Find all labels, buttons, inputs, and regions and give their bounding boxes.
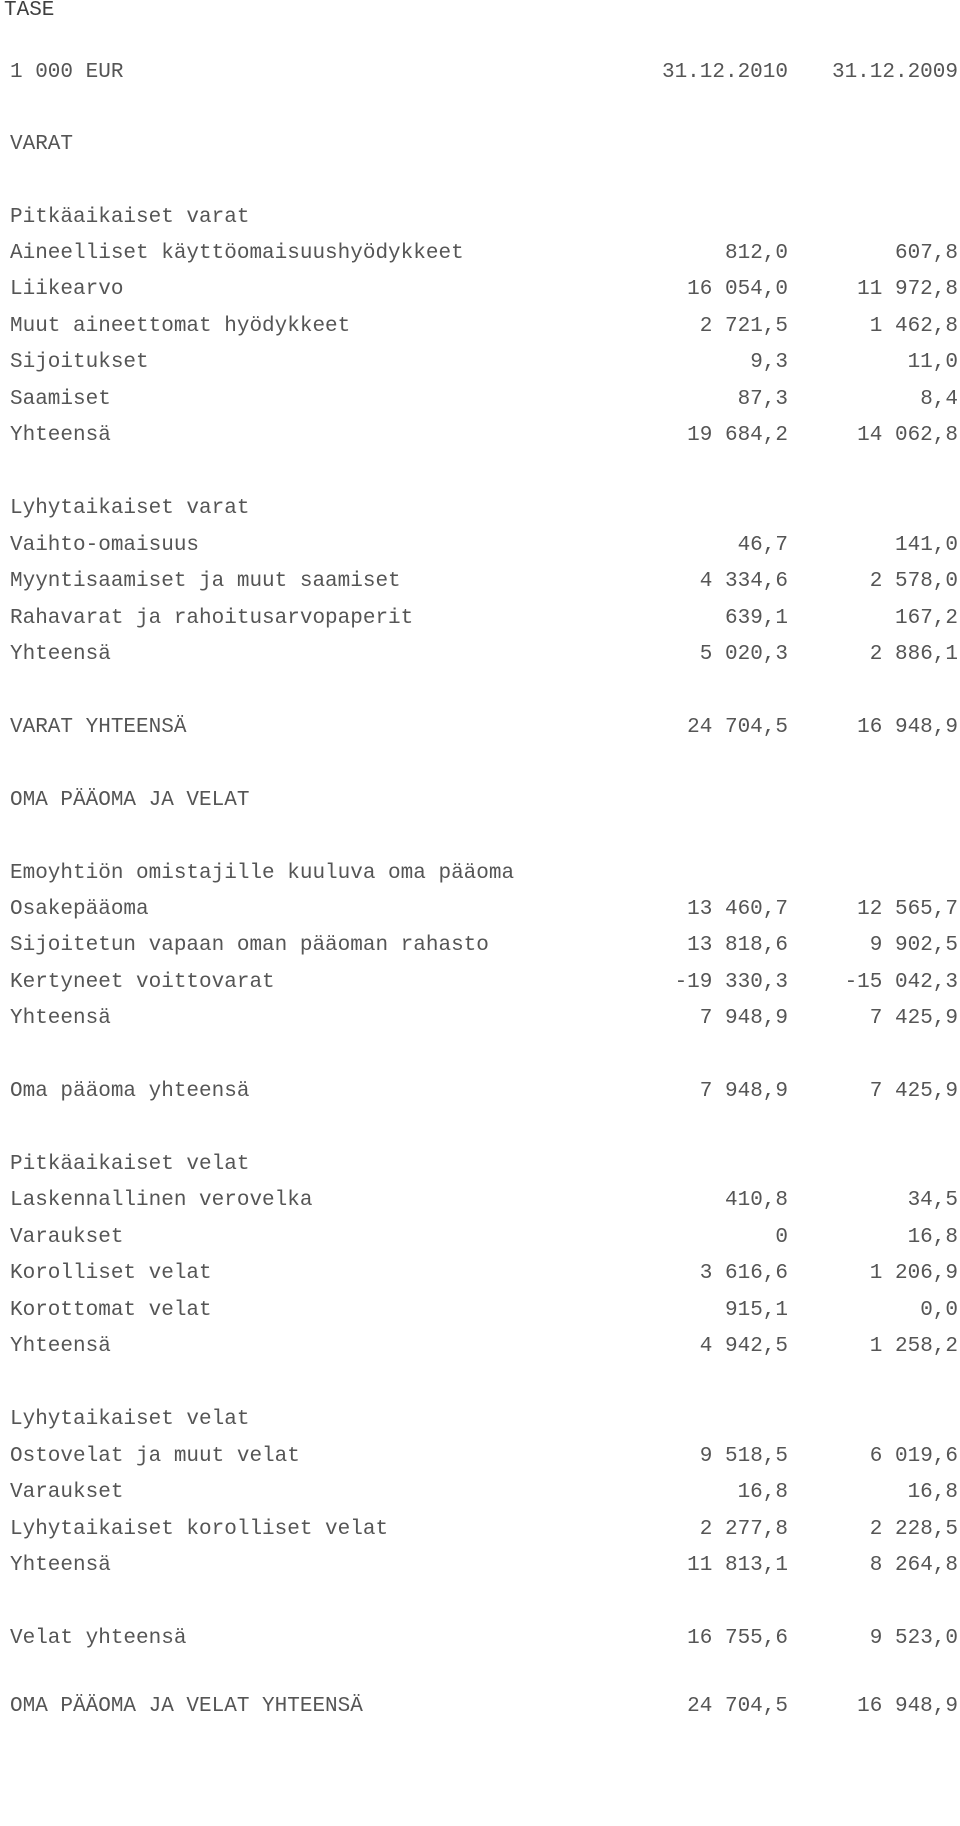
value-2009: -15 042,3 <box>844 971 958 994</box>
row-label: Yhteensä <box>10 1007 111 1030</box>
table-row <box>10 1221 958 1255</box>
value-2010: 24 704,5 <box>687 1695 788 1718</box>
row-label: Yhteensä <box>10 1335 111 1358</box>
row-label: Oma pääoma yhteensä <box>10 1080 250 1103</box>
value-2009: 6 019,6 <box>869 1445 958 1468</box>
value-2010: 4 942,5 <box>699 1335 788 1358</box>
row-label: Velat yhteensä <box>10 1627 187 1650</box>
value-2009: 0,0 <box>920 1299 958 1322</box>
row-label: Yhteensä <box>10 643 111 666</box>
unit-label: 1 000 EUR <box>10 61 124 84</box>
table-row <box>10 273 958 307</box>
table-row <box>10 310 958 344</box>
table-row <box>10 565 958 599</box>
column-header-2010: 31.12.2010 <box>661 61 788 84</box>
value-2010: 24 704,5 <box>687 716 788 739</box>
value-2010: 0 <box>775 1226 788 1249</box>
document-title: TASE <box>4 0 55 22</box>
table-row <box>10 383 958 417</box>
value-2009: 9 902,5 <box>869 934 958 957</box>
value-2010: 16,8 <box>737 1481 788 1504</box>
table-row <box>10 602 958 636</box>
value-2010: 7 948,9 <box>699 1007 788 1030</box>
subsection-heading-label: Lyhytaikaiset varat <box>10 497 250 520</box>
table-row <box>10 1184 958 1218</box>
row-label: Sijoitukset <box>10 351 149 374</box>
value-2010: 5 020,3 <box>699 643 788 666</box>
row-label: Muut aineettomat hyödykkeet <box>10 315 351 338</box>
row-label: Korottomat velat <box>10 1299 212 1322</box>
value-2010: 46,7 <box>737 534 788 557</box>
value-2010: 639,1 <box>724 607 788 630</box>
row-label: Vaihto-omaisuus <box>10 534 200 557</box>
table-row <box>10 929 958 963</box>
value-2009: 2 578,0 <box>869 570 958 593</box>
subsection-heading-label: Lyhytaikaiset velat <box>10 1408 250 1431</box>
row-label: Sijoitetun vapaan oman pääoman rahasto <box>10 934 489 957</box>
table-row <box>10 1476 958 1510</box>
value-2010: 13 460,7 <box>687 898 788 921</box>
value-2010: 2 277,8 <box>699 1518 788 1541</box>
value-2009: 11,0 <box>907 351 958 374</box>
value-2010: 9,3 <box>750 351 788 374</box>
value-2009: 1 462,8 <box>869 315 958 338</box>
table-row <box>10 1513 958 1547</box>
value-2009: 1 206,9 <box>869 1262 958 1285</box>
row-label: Varaukset <box>10 1481 124 1504</box>
value-2010: 13 818,6 <box>687 934 788 957</box>
row-label: Korolliset velat <box>10 1262 212 1285</box>
value-2010: 410,8 <box>724 1189 788 1212</box>
subsection-heading-non-current-assets <box>10 201 958 235</box>
row-label: Ostovelat ja muut velat <box>10 1445 300 1468</box>
total-row-liabilities <box>10 1622 958 1656</box>
value-2009: 167,2 <box>894 607 958 630</box>
value-2009: 2 228,5 <box>869 1518 958 1541</box>
value-2010: 9 518,5 <box>699 1445 788 1468</box>
row-label: VARAT YHTEENSÄ <box>10 716 187 739</box>
value-2010: 19 684,2 <box>687 424 788 447</box>
column-header-2009: 31.12.2009 <box>831 61 958 84</box>
value-2010: 87,3 <box>737 388 788 411</box>
value-2009: 16,8 <box>907 1226 958 1249</box>
value-2010: 7 948,9 <box>699 1080 788 1103</box>
row-label: Lyhytaikaiset korolliset velat <box>10 1518 389 1541</box>
row-label: Laskennallinen verovelka <box>10 1189 313 1212</box>
value-2009: 34,5 <box>907 1189 958 1212</box>
table-row <box>10 1257 958 1291</box>
column-header-row <box>10 56 958 90</box>
subsection-heading-current-assets <box>10 492 958 526</box>
subtotal-row <box>10 1549 958 1583</box>
subsection-heading-label: Emoyhtiön omistajille kuuluva oma pääoma <box>10 862 515 885</box>
value-2009: 1 258,2 <box>869 1335 958 1358</box>
value-2009: 11 972,8 <box>857 278 958 301</box>
row-label: Osakepääoma <box>10 898 149 921</box>
value-2009: 607,8 <box>894 242 958 265</box>
row-label: Varaukset <box>10 1226 124 1249</box>
table-row <box>10 966 958 1000</box>
subsection-heading-label: Pitkäaikaiset velat <box>10 1153 250 1176</box>
table-row <box>10 893 958 927</box>
value-2009: 12 565,7 <box>857 898 958 921</box>
subtotal-row <box>10 638 958 672</box>
row-label: Myyntisaamiset ja muut saamiset <box>10 570 401 593</box>
subsection-heading-equity <box>10 857 958 891</box>
subsection-heading-non-current-liabilities <box>10 1148 958 1182</box>
value-2009: 14 062,8 <box>857 424 958 447</box>
value-2010: 915,1 <box>724 1299 788 1322</box>
row-label: OMA PÄÄOMA JA VELAT YHTEENSÄ <box>10 1695 363 1718</box>
value-2009: 7 425,9 <box>869 1080 958 1103</box>
table-row <box>10 1440 958 1474</box>
value-2010: 11 813,1 <box>687 1554 788 1577</box>
value-2010: 812,0 <box>724 242 788 265</box>
section-heading-label: VARAT <box>10 133 74 156</box>
row-label: Yhteensä <box>10 424 111 447</box>
grand-total-row <box>10 1690 958 1724</box>
table-row <box>10 237 958 271</box>
value-2010: 4 334,6 <box>699 570 788 593</box>
value-2010: -19 330,3 <box>674 971 788 994</box>
value-2009: 8,4 <box>920 388 958 411</box>
subsection-heading-label: Pitkäaikaiset varat <box>10 206 250 229</box>
value-2009: 16 948,9 <box>857 716 958 739</box>
subsection-heading-current-liabilities <box>10 1403 958 1437</box>
total-row-equity <box>10 1075 958 1109</box>
table-row <box>10 529 958 563</box>
section-heading-assets <box>10 128 958 162</box>
total-row-assets <box>10 711 958 745</box>
row-label: Kertyneet voittovarat <box>10 971 275 994</box>
subtotal-row <box>10 1330 958 1364</box>
table-row <box>10 1294 958 1328</box>
table-row <box>10 346 958 380</box>
section-heading-label: OMA PÄÄOMA JA VELAT <box>10 789 250 812</box>
row-label: Liikearvo <box>10 278 124 301</box>
subtotal-row <box>10 1002 958 1036</box>
value-2009: 16,8 <box>907 1481 958 1504</box>
subtotal-row <box>10 419 958 453</box>
row-label: Saamiset <box>10 388 111 411</box>
value-2010: 16 054,0 <box>687 278 788 301</box>
value-2010: 16 755,6 <box>687 1627 788 1650</box>
value-2009: 8 264,8 <box>869 1554 958 1577</box>
section-heading-equity-liabilities <box>10 784 958 818</box>
value-2009: 7 425,9 <box>869 1007 958 1030</box>
value-2009: 16 948,9 <box>857 1695 958 1718</box>
value-2009: 141,0 <box>894 534 958 557</box>
row-label: Aineelliset käyttöomaisuushyödykkeet <box>10 242 464 265</box>
value-2010: 3 616,6 <box>699 1262 788 1285</box>
value-2010: 2 721,5 <box>699 315 788 338</box>
row-label: Yhteensä <box>10 1554 111 1577</box>
row-label: Rahavarat ja rahoitusarvopaperit <box>10 607 414 630</box>
value-2009: 2 886,1 <box>869 643 958 666</box>
value-2009: 9 523,0 <box>869 1627 958 1650</box>
